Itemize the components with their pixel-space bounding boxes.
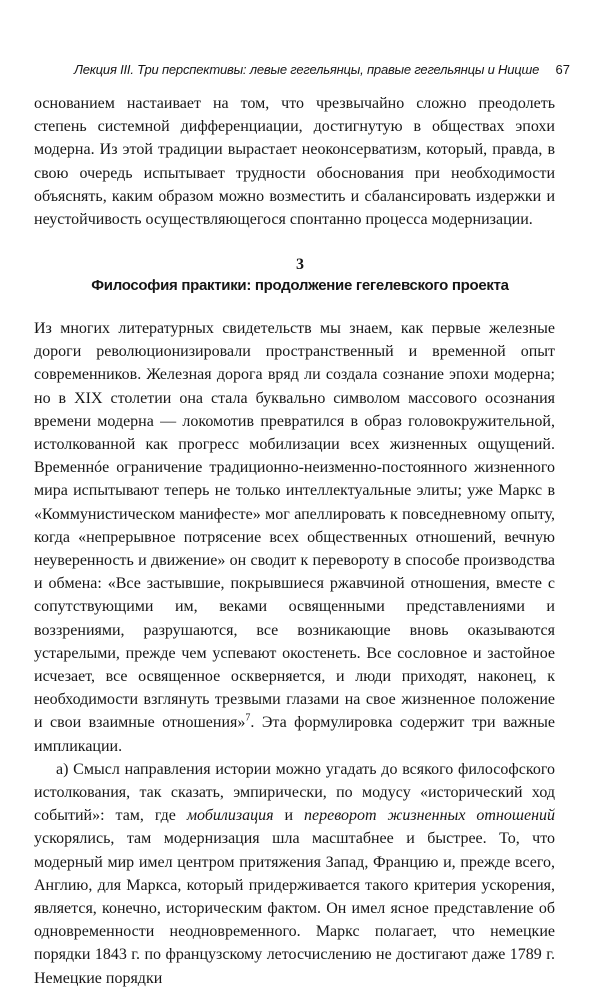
running-header <box>30 62 570 82</box>
section-title: Философия практики: продолжение гегелевского проекта <box>91 277 509 294</box>
paragraph-continuation: основанием настаивает на том, что чрезвычайно сложно преодолеть степень системной дифференциации, достигнутую в обществах эпохи модерна. Из этой традиции вырастает неоконсерватизм, который, правда, в свою очередь испытывает трудности обоснования при необходимости объяснять, каким образом можно возместить и сбалансировать издержки и неустойчивость осуществляющегося спонтанно процесса модернизации. <box>34 95 555 229</box>
paragraph-railway-text: Из многих литературных свидетельств мы знаем, как первые железные дороги революционизировали пространственный и временной опыт современников. Железная дорога вряд ли создала сознание эпохи модерна; но в XIX столетии она стала буквально символом массового осознания времени модерна — локомотив превратился в образ головокружительной, истолкованной как прогресс мобилизации всех жизненных ощущений. Временнóе ограничение традиционно-неизменно-постоянного жизненного мира испытывают теперь не только интеллектуальные элиты; уже Маркс в «Коммунистическом манифесте» мог апеллировать к повседневному опыту, когда «непрерывное потрясение всех общественных отношений, вечную неуверенность и движение» он сводит к перевороту в способе производства и обмена: «Все застывшие, покрывшиеся ржавчиной отношения, вместе с сопутствующими им, веками освященными представлениями и воззрениями, разрушаются, все возникающие вновь оказываются устарелыми, прежде чем успевают окостенеть. Все сословное и застойное исчезает, все освященное оскверняется, и люди приходят, наконец, к необходимости взглянуть трезвыми глазами на свое жизненное положение и свои взаимные отношения» <box>34 320 555 732</box>
paragraph-railway-tail: . Эта формулировка содержит три важные импликации. <box>34 714 555 755</box>
paragraph-a-text-1: а) Смысл направления истории можно угадать до всякого философского истолкования, так сказать, эмпирически, по модусу «исторический ход событий»: там, где <box>34 760 555 825</box>
emphasis-mobilization: мобилизация <box>186 807 274 825</box>
text-block-top <box>34 92 555 231</box>
emphasis-revolution: переворот жизненных отношений <box>304 807 555 825</box>
paragraph-a-text-2: и <box>273 807 305 825</box>
page-number: 67 <box>555 62 570 77</box>
paragraph-a-text-3: ускорялись, там модернизация шла масштабнее и быстрее. То, что модерный мир имел центром притяжения Запад, Францию и, прежде всего, Англию, для Маркса, который придерживается такого критерия ускорения, является, конечно, историческим фактом. Он имел ясное представление об одновременности неодновременного. Маркс полагает, что немецкие порядки 1843 г. по французскому летосчислению не достигают даже 1789 г. Немецкие порядки <box>34 830 555 987</box>
paragraph-railway <box>34 317 555 758</box>
section-number: 3 <box>296 256 304 273</box>
paragraph-implication-a <box>34 758 555 990</box>
footnote-marker: 7 <box>245 713 251 725</box>
running-title: Лекция III. Три перспективы: левые гегельянцы, правые гегельянцы и Ницше <box>74 62 540 77</box>
text-block-main <box>34 317 555 990</box>
